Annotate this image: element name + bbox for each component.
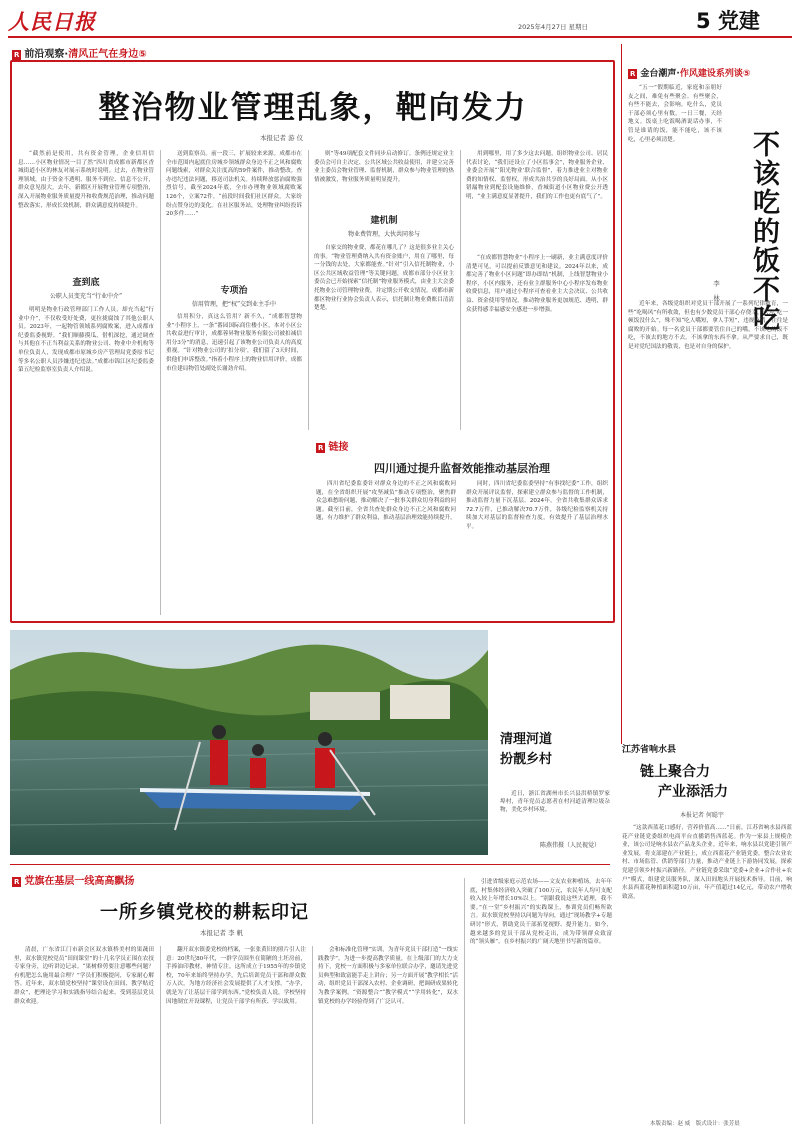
- lead-col2b: 信用积分，真这么管用？新不久，“成都智慧物业”小程序上，一条“番园国际商住楼小区，本对小区公共收益进行审计，成都蓉昇物业服务有限公司被扣减信用分3分”的消息，迅速引起了该物业公司负责人的高度重视。“针对物业公司的‘扣分项’，我们留了3天时间，供他们申诉整改。”指着小程序上的物业信用评价，成都市住建局物管处副处长谢劲介绍。: [166, 314, 302, 372]
- page-label: 5 党建: [696, 9, 760, 33]
- masthead-date: 2025年4月27日 星期日: [518, 23, 589, 31]
- col-divider: [160, 150, 161, 615]
- link-right-text: 同时，四川省纪委监委坚持“有事找纪委”工作，组织群众开展评议监督，探索建立群众参与监督的工作机制，推动监督力量下沉基层。2024年，全省共收集群众诉求72.7万件，已推动解决70.7万件，各级纪检监察机关持续加大对基层的监督检查力度，有效提升了基层治理水平。: [466, 481, 608, 530]
- lead-byline: 本报记者 游 仪: [260, 134, 304, 142]
- sidebar-text-top: “五一”假期临近，家庭和亲朋好友之间，难免有些聚会。有些聚会，有些不能去，会影响。吃什么，党员干部必须心里有数。一日三餐，天经地义。饭桌上吃饭喝酒说话办事，不管是谁请的饭，能不能吃，该不该吃，心里必须清楚。: [628, 85, 722, 143]
- river-cleanup-photo: [10, 630, 488, 855]
- lead-headline: 整治物业管理乱象，靶向发力: [98, 90, 528, 126]
- sidebar-section-label: [628, 66, 750, 79]
- lead-sub1-sub: 公职人员变充当“行业中介”: [49, 293, 123, 300]
- sidebar-text-main: 近年来，各级党组织对党员干部开展了一系列纪律教育，一些“吃喝风”有所收敛，但也有少数党员干部心存侥幸，认为“吃一顿饭没什么”，殊不知“吃人嘴短，拿人手短”，违规吃请，往往是腐败的开始。每一名党员干部都要管住自己的嘴，不该吃的饭不吃，不该去的地方不去，不该拿的东西不拿。从严要求自己，既是对党纪国法的敬畏，也是对自身的保护。: [628, 301, 788, 350]
- river-photo: [10, 630, 488, 855]
- link-tag: R: [318, 444, 324, 452]
- bottom-byline: 本报记者 李 帆: [200, 929, 244, 937]
- lead-col1: “截然前是使用，共有资金管理，企业信用信息……小区物业情况一目了然”四川省成都市新都区香城街道小区的林友对展示系统时说明。过去，在物业管理领域，由于资金不透明、服务不到位、信息不公开，群众意见很大。去年，新都区开展物业管理专项整治，深入开展物业服务质量提升和收费规范治理，推动问题整改落实，形成长效机制，群众满意度持续提升。: [18, 151, 154, 209]
- link-left-text: 四川省纪委监委针对群众身边的不正之风和腐败问题，在全省组织开展“攻坚减负”推动专项整治，聚焦群众急难愁盼问题，推动解决了一批事关群众切身利益的问题。截至目前，全省共查处群众身边不正之风和腐败问题，有力维护了群众利益，推动基层治理效能持续提升。: [316, 481, 456, 522]
- lead-col1b: 明明是物业行政管理部门工作人员，却充当起“行业中介”，不仅收受好处费，更拉拢腐蚀了其他公职人员。2023年，一起物管领域系列腐败案，进入成都市纪委监委视野。“我们顺藤摸瓜，借机深挖，通过调查与其他在不正当利益关系的物业公司、物业中介机构等单位负责人，发现成都市原城乡房产管理局党委原书记等多名公职人员涉嫌违纪违法。”成都市锦江区纪委监委第五纪检监察室负责人介绍说。: [18, 307, 154, 374]
- lead-col3b: 自家交的物业费，都花在哪儿了？这是很多业主关心的事。“物业管理费纳入共有资金账户，用在了哪里，每一分钱的去处，大家都能查。”针对“引入信托制物业，小区公共区域收益管理”等关键问题，成都市部分小区业主委员会已开始探索“信托制”物业服务模式，由业主大会委托物业公司管理物业费，并定期公开收支情况。成都市新都区物业行业协会负责人表示，信托制让物业费账目清清楚楚。: [314, 245, 454, 312]
- bottom-headline: 一所乡镇党校的耕耘印记: [100, 902, 309, 923]
- col-divider: [464, 878, 465, 1124]
- bottom-col4: 引进省级家庭示范农场——文友农业种植场。去年年底，村集体经济收入突破了100万元，农民年人均可支配收入较上年增长10%以上。“别跟我说这些大道理，我不要。”在一堂“乡村振兴”的实践课上，参训党员们畅所欲言。双水镇党校坚持以问题为导向，通过“现场教学+专题研讨”形式，帮助党员干部拓宽视野、提升能力。如今，越来越多的党员干部从党校走出，成为带领群众致富的“领头雁”，在乡村振兴的广阔天地里书写新的篇章。: [470, 879, 612, 946]
- lead-col4: 用到哪里，用了多少这去问题，组织物业公司、居民代表讨论，“我们还设立了小区监事会”，物业服务企业、业委会开展“‘阳光物业’联合监督”，着力推进业主对物业费的知情权、监督权，形成共治共享的良好局面。从小区错漏物业到配套设施维修，香城街道小区物业费公开透明，“业主满意度显著提升，我们的工作也更有底气了”。: [466, 151, 608, 200]
- bottom-label: 党旗在基层一线高高飘扬: [24, 876, 135, 887]
- link-section-label: [316, 438, 348, 453]
- col-divider: [308, 150, 309, 430]
- lead-sub2: 专项治: [220, 286, 248, 296]
- col-divider: [460, 150, 461, 430]
- sidebar-tag: R: [630, 70, 636, 78]
- lead-col4b: “在成都智慧物业”小程序上一刷新，业主满意度评价清楚可见，可以提前反馈意见和建议。2024年以来，成都完善了物业小区问题“即办即结”机制，上线智慧物业小程序，小区内服务，还有业主群服务中心小程序发布物业收费信息，用户通过小程序可查看业主大会决议、公共收益、资金使用等情况，推动物业服务更加规范、透明，群众获得感幸福感安全感进一步增强。: [466, 255, 608, 313]
- photo-caption: 近日，浙江省湖州市长兴县洪桥镇罗家埠村，青年党员志愿者在村河道清理垃圾杂物，美化乡村环境。: [500, 791, 610, 814]
- col-divider: [312, 946, 313, 1124]
- lead-sub3: 建机制: [370, 216, 398, 226]
- bottom-tag: R: [14, 878, 20, 886]
- photo-title-line1: 清理河道: [500, 732, 553, 747]
- jiangxi-headline-line2: 产业添活力: [658, 784, 728, 800]
- photo-title-line2: 扮靓乡村: [500, 752, 553, 767]
- section-tag: R: [14, 51, 20, 59]
- photo-title: [500, 730, 552, 770]
- bottom-col3: 会和标准化管理”实训，为青年党员干部打造“一线实践教学”。为进一步提高教学质量，在上级部门的大力支持下，党校一方面积极与多家单位联合办学，邀请先进党员典型和致富能手走上讲台；另一方面开展“教学相长”活动，组织党员干部深入农村、企业调研，把调研成果转化为教学案例。“资源整合”“教学模式”“学用转化”，双水镇党校的办学经验得到了广泛认可。: [318, 947, 458, 1005]
- lead-col2: 送到监察员。前一段三，扩展较来来源。成都市在全市范围内起底住房城乡领域群众身边不正之风和腐败问题线索，对群众关注度高的59件案件，推动整改。查办违纪违法问题，移送司法机关。持续释放惩治腐败强烈信号，截至2024年底，全市办理物业领域腐败案126个，立案72件。“前段时间我们社区群众，大家纷纷点赞身边的变化。在社区服务站，处理物业纠纷投诉20多件……”: [166, 151, 302, 218]
- link-label: 链接: [328, 442, 349, 453]
- lead-col3: 则”等49项配套文件同步启动修订。条例还规定业主委员会可自主决定、公共区域公共收益使用，并建立完善业主委员会物业管理、监督机制，群众参与物业管理的热情被激发，物业服务质量明显提升。: [314, 151, 454, 183]
- jiangxi-kicker: 江苏省响水县: [622, 745, 677, 755]
- section-accent: 清风正气在身边⑤: [68, 49, 147, 60]
- jiangxi-byline: 本报记者 何聪宇: [680, 812, 724, 819]
- sidebar-divider: [621, 44, 622, 744]
- bottom-section-label: [12, 872, 134, 887]
- sidebar-headline: 不该吃的饭不吃: [748, 130, 779, 333]
- bottom-col1: 清晨，广东省江门市新会区双水镇桥美村的果蔬田里，双水镇党校党员“田间课堂”的十几名学员正围在农技专家身旁，边听讲边记录。“果树修剪要注意哪些问题？有机肥怎么施用最合理？”学员们积极提问，专家耐心解答。近年来，双水镇党校坚持“课堂设在田间、教学贴近群众”，把理论学习和实践指导结合起来，受到基层党员群众欢迎。: [14, 947, 154, 1005]
- page-editor-credit: 本版责编：赵 威 版式设计：张芳晨: [650, 1121, 740, 1127]
- photo-credit: 陈燕伟摄（人民视觉）: [540, 842, 601, 849]
- sidebar-label: 金台潮声·: [640, 69, 680, 79]
- lead-sub3-sub: 物业费管理，大伙共同参与: [347, 231, 420, 238]
- lead-sub2-sub: 信用管理，把“权”交到业主手中: [191, 301, 277, 308]
- sidebar-author: 李 林: [712, 280, 720, 301]
- bottom-col2: 翻开双水镇委党校的档案，一张张黄旧的照片引人注意：20世纪80年代，一群学员围坐在简陋的土坯房前，手捧油印教材，神情专注。这所成立于1955年的乡镇党校，70年来始终坚持办学，先后培训党员干部和群众数万人次，为地方经济社会发展提供了人才支撑。“办学，就是为了让基层干部学到东西。”党校负责人说，学校坚持因地制宜开设课程，让党员干部学有所获、学以致用。: [166, 947, 306, 1005]
- section-label: 前沿观察·: [24, 49, 69, 60]
- masthead-rule: [8, 36, 792, 38]
- col-divider: [160, 946, 161, 1124]
- jiangxi-headline: [640, 762, 728, 802]
- bottom-rule: [10, 864, 610, 865]
- sidebar-accent: 作风建设系列谈⑤: [679, 69, 751, 79]
- jiangxi-headline-line1: 链上聚合力: [640, 764, 710, 780]
- lead-section-label: [12, 45, 147, 60]
- masthead-logo: 人民日报: [8, 9, 96, 34]
- jiangxi-text: “这款西蓝花口感好，营养价值高……”日前，江苏省响水县西蓝花产业链党委组织电商平台直播销售西蓝花。作为一家县上规模企业，该公司是响水县农产品龙头企业。近年来，响水县以党建引领产业发展，将支部建在产业链上，成立西蓝花产业链党委，整合农业农村、市场监管、供销等部门力量，推动产业链上下游协同发展，探索党建引领乡村振兴新路径。产业链党委采取“党委+企业+合作社+农户”模式，组建党员服务队，深入田间地头开展技术指导。目前，响水县西蓝花种植面积超10万亩，年产值超过14亿元，带动农户增收致富。: [622, 825, 792, 900]
- lead-sub1: 查到底: [72, 278, 100, 288]
- link-headline: 四川通过提升监督效能推动基层治理: [374, 462, 550, 475]
